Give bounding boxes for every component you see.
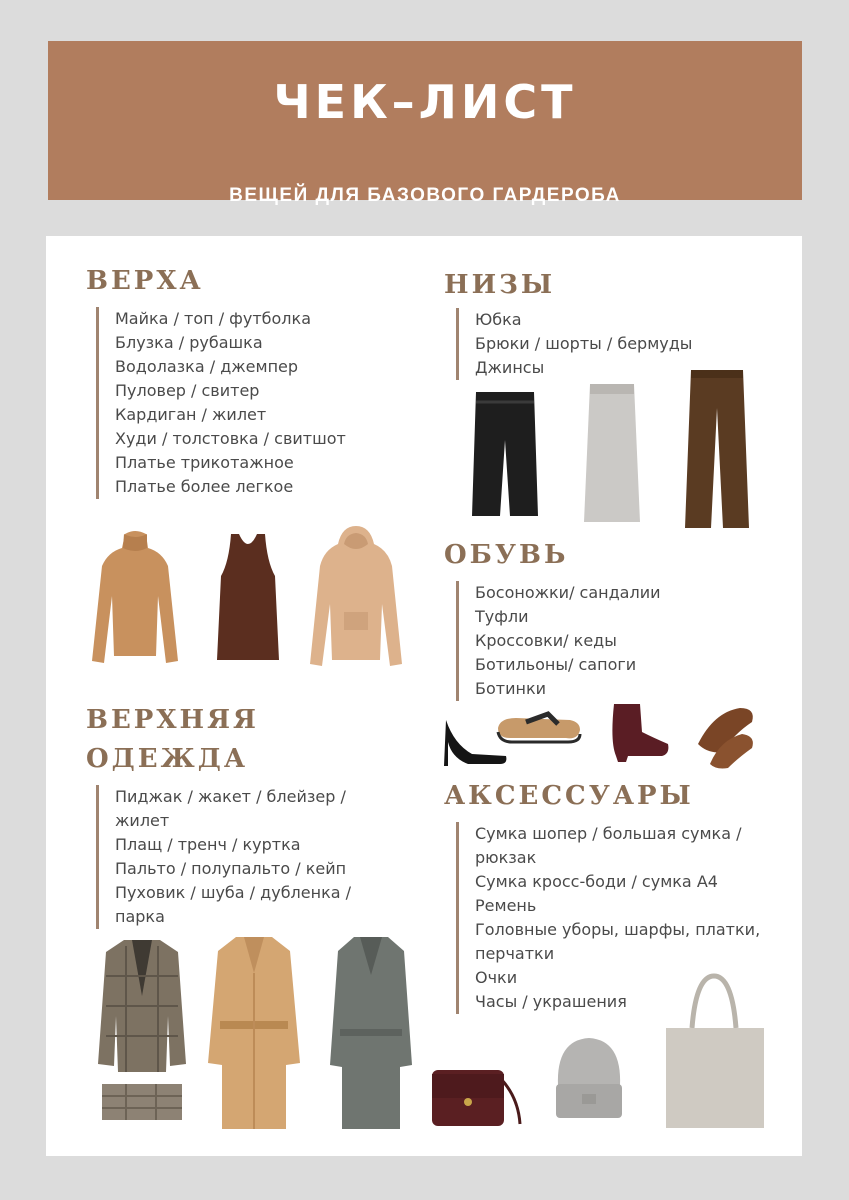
section-title-bottoms: НИЗЫ (444, 270, 556, 300)
brown-loafers-image (694, 704, 760, 772)
list-item: Сумка кросс-боди / сумка А4 (475, 872, 718, 891)
burgundy-crossbody-bag-image (428, 1054, 524, 1128)
list-item: Очки (475, 968, 518, 987)
list-item: Пиджак / жакет / блейзер / (115, 787, 346, 806)
beige-trench-coat-image (206, 933, 302, 1133)
checklist-card (46, 236, 802, 1156)
brown-tank-top-image (209, 532, 287, 662)
grey-midi-skirt-image (582, 382, 642, 524)
section-title-tops: ВЕРХА (86, 266, 204, 296)
beige-hoodie-image (308, 524, 404, 672)
burgundy-ankle-boots-image (606, 702, 672, 764)
list-item: Пуховик / шуба / дубленка / (115, 883, 352, 902)
page-subtitle: ВЕЩЕЙ ДЛЯ БАЗОВОГО ГАРДЕРОБА (229, 185, 621, 206)
list-item: Ремень (475, 896, 537, 915)
list-item: Брюки / шорты / бермуды (475, 334, 693, 353)
section-title-outerwear-line2: ОДЕЖДА (86, 744, 248, 774)
list-item: Юбка (475, 310, 522, 329)
list-item: Блузка / рубашка (115, 333, 263, 352)
list-item: Плащ / тренч / куртка (115, 835, 301, 854)
grey-beanie-image (552, 1036, 626, 1122)
list-item: Кроссовки/ кеды (475, 631, 617, 650)
list-item: Сумка шопер / большая сумка / (475, 824, 742, 843)
header-banner (48, 41, 802, 206)
grey-tote-bag-image (662, 974, 768, 1132)
list-item: Головные уборы, шарфы, платки, (475, 920, 761, 939)
section-title-accessories: АКСЕССУАРЫ (444, 781, 694, 811)
section-title-shoes: ОБУВЬ (444, 540, 569, 570)
list-outerwear (96, 785, 351, 929)
list-item: Пуловер / свитер (115, 381, 260, 400)
list-tops (96, 307, 346, 499)
plaid-blazer-with-trousers-image (96, 936, 188, 1128)
brown-wide-trousers-image (683, 368, 751, 530)
list-item: Пальто / полупальто / кейп (115, 859, 347, 878)
list-item: Часы / украшения (475, 992, 627, 1011)
list-item: Водолазка / джемпер (115, 357, 299, 376)
list-item: Худи / толстовка / свитшот (115, 429, 346, 448)
page-title: ЧЕК–ЛИСТ (273, 75, 577, 129)
list-item: Туфли (475, 607, 529, 626)
list-item: Кардиган / жилет (115, 405, 267, 424)
list-shoes (456, 581, 661, 701)
list-item: Ботильоны/ сапоги (475, 655, 637, 674)
list-item: перчатки (475, 944, 555, 963)
list-item: Платье более легкое (115, 477, 294, 496)
list-item: Ботинки (475, 679, 547, 698)
list-item: Платье трикотажное (115, 453, 294, 472)
grey-wool-coat-image (328, 933, 414, 1133)
flip-flop-sandals-image (496, 708, 582, 744)
list-bottoms (456, 308, 692, 380)
list-item: Майка / топ / футболка (115, 309, 311, 328)
list-item: Джинсы (475, 358, 545, 377)
list-item: Босоножки/ сандалии (475, 583, 661, 602)
camel-turtleneck-sweater-image (90, 526, 180, 671)
list-item: парка (115, 907, 165, 926)
list-item: жилет (115, 811, 170, 830)
list-item: рюкзак (475, 848, 537, 867)
section-title-outerwear-line1: ВЕРХНЯЯ (86, 705, 259, 735)
black-leather-culottes-image (470, 390, 540, 518)
